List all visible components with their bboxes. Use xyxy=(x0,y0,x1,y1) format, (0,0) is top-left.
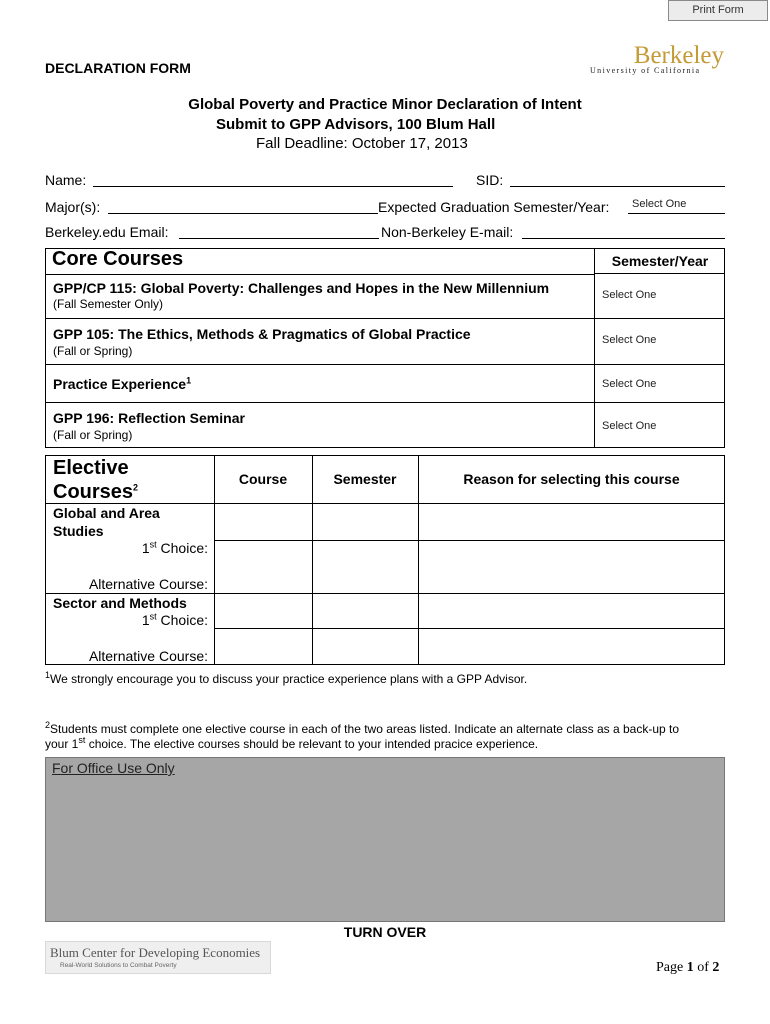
page-number xyxy=(656,960,719,976)
footnote-mark: 1 xyxy=(45,670,51,680)
area-name-line: Global and Area xyxy=(53,505,160,521)
elective-course-input[interactable] xyxy=(215,504,312,540)
page-label: Page xyxy=(656,960,684,975)
nonberkeley-email-field[interactable] xyxy=(522,238,725,239)
first-choice-label xyxy=(100,612,208,628)
area-name-line: Sector and Methods xyxy=(53,595,187,611)
alternative-reason-input[interactable] xyxy=(419,541,724,593)
footnote-1 xyxy=(45,672,745,687)
logo-wordmark: Berkeley xyxy=(633,42,724,69)
elective-reason-input[interactable] xyxy=(419,594,724,628)
berkeley-email-label: Berkeley.edu Email: xyxy=(45,224,169,240)
office-use-label: For Office Use Only xyxy=(52,760,175,776)
core-course-name: GPP 105: The Ethics, Methods & Pragmatics of Global Practice xyxy=(53,326,471,342)
core-row-divider xyxy=(45,402,725,403)
alternative-course-label: Alternative Course: xyxy=(88,648,208,664)
print-form-button[interactable]: Print Form xyxy=(668,0,768,21)
choice-number: 1 xyxy=(141,540,150,556)
footnote-text: your 1 xyxy=(45,737,79,751)
elective-courses-title xyxy=(53,456,138,504)
core-row-divider xyxy=(45,274,594,275)
area-name-line: Studies xyxy=(53,523,104,539)
core-row-divider xyxy=(45,318,725,319)
footnote-marker: 1 xyxy=(186,375,192,386)
page-current: 1 xyxy=(686,960,694,975)
alternative-reason-input[interactable] xyxy=(419,629,724,665)
elective-title-line2: Courses xyxy=(53,481,134,503)
form-title: Global Poverty and Practice Minor Declaration of Intent xyxy=(188,96,582,113)
majors-field[interactable] xyxy=(108,213,378,214)
footnote-mark: 2 xyxy=(45,720,51,730)
elective-title-line1: Elective xyxy=(53,457,129,479)
sid-field[interactable] xyxy=(510,186,725,187)
page-of: of xyxy=(697,960,709,975)
core-semester-select[interactable]: Select One xyxy=(602,378,657,390)
core-course-name: GPP 196: Reflection Seminar xyxy=(53,410,245,426)
turn-over-label: TURN OVER xyxy=(343,924,427,940)
name-field[interactable] xyxy=(93,186,453,187)
choice-suffix: st xyxy=(149,611,157,622)
berkeley-logo xyxy=(590,42,730,76)
berkeley-email-field[interactable] xyxy=(179,238,379,239)
footnote-line xyxy=(45,722,745,737)
alternative-semester-input[interactable] xyxy=(313,629,418,665)
blum-center-logo xyxy=(45,941,271,974)
core-semester-select[interactable]: Select One xyxy=(602,420,657,432)
core-course-label: Practice Experience xyxy=(53,376,187,392)
core-column-divider xyxy=(594,274,595,448)
footnote-text: choice. The elective courses should be relevant to your intended pracice experience. xyxy=(85,737,539,751)
footnote-sup: st xyxy=(78,735,86,745)
logo-subtitle: University of California xyxy=(590,66,701,75)
first-choice-label xyxy=(100,540,208,556)
alternative-course-label: Alternative Course: xyxy=(88,576,208,592)
alternative-course-input[interactable] xyxy=(215,629,312,665)
elective-course-input[interactable] xyxy=(215,594,312,628)
elective-title-line2-wrap xyxy=(53,480,138,504)
core-row-divider xyxy=(45,364,725,365)
core-courses-title: Core Courses xyxy=(52,248,184,270)
semester-year-header: Semester/Year xyxy=(594,248,725,274)
area-name xyxy=(53,594,187,612)
name-label: Name: xyxy=(45,172,87,188)
grad-semester-label: Expected Graduation Semester/Year: xyxy=(378,199,610,215)
footnote-text: We strongly encourage you to discuss your practice experience plans with a GPP Advisor. xyxy=(50,672,528,686)
majors-label: Major(s): xyxy=(45,199,101,215)
deadline-text: Fall Deadline: October 17, 2013 xyxy=(256,135,468,152)
core-semester-select[interactable]: Select One xyxy=(602,289,657,301)
core-course-note: (Fall or Spring) xyxy=(53,344,133,358)
footnote-text: Students must complete one elective course in each of the two areas listed. Indicate an alternate class as a back-up to xyxy=(50,722,680,736)
footnote-marker: 2 xyxy=(133,482,139,493)
core-course-note: (Fall Semester Only) xyxy=(53,297,164,311)
course-column-header: Course xyxy=(238,471,288,487)
choice-number: 1 xyxy=(141,612,150,628)
office-use-box[interactable] xyxy=(45,757,725,922)
choice-suffix: st xyxy=(149,539,157,550)
grad-semester-underline xyxy=(628,213,725,214)
form-subtitle: Submit to GPP Advisors, 100 Blum Hall xyxy=(216,116,496,133)
core-course-name: GPP/CP 115: Global Poverty: Challenges and Hopes in the New Millennium xyxy=(53,280,550,296)
footnote-line xyxy=(45,737,745,752)
reason-column-header: Reason for selecting this course xyxy=(463,471,680,487)
alternative-semester-input[interactable] xyxy=(313,541,418,593)
choice-text: Choice: xyxy=(156,612,208,628)
blum-logo-tagline: Real-World Solutions to Combat Poverty xyxy=(60,962,177,969)
grad-semester-select[interactable]: Select One xyxy=(632,198,687,210)
core-semester-select[interactable]: Select One xyxy=(602,334,657,346)
alternative-course-input[interactable] xyxy=(215,541,312,593)
declaration-form-label: DECLARATION FORM xyxy=(45,60,191,76)
sid-label: SID: xyxy=(476,172,504,188)
blum-logo-title: Blum Center for Developing Economies xyxy=(50,945,261,960)
core-course-note: (Fall or Spring) xyxy=(53,428,133,442)
nonberkeley-email-label: Non-Berkeley E-mail: xyxy=(381,224,514,240)
elective-semester-input[interactable] xyxy=(313,504,418,540)
page-total: 2 xyxy=(712,960,720,975)
footnote-2 xyxy=(45,722,745,752)
core-course-name xyxy=(53,376,191,392)
area-name xyxy=(53,504,160,540)
choice-text: Choice: xyxy=(156,540,208,556)
semester-column-header: Semester xyxy=(333,471,397,487)
elective-semester-input[interactable] xyxy=(313,594,418,628)
elective-reason-input[interactable] xyxy=(419,504,724,540)
